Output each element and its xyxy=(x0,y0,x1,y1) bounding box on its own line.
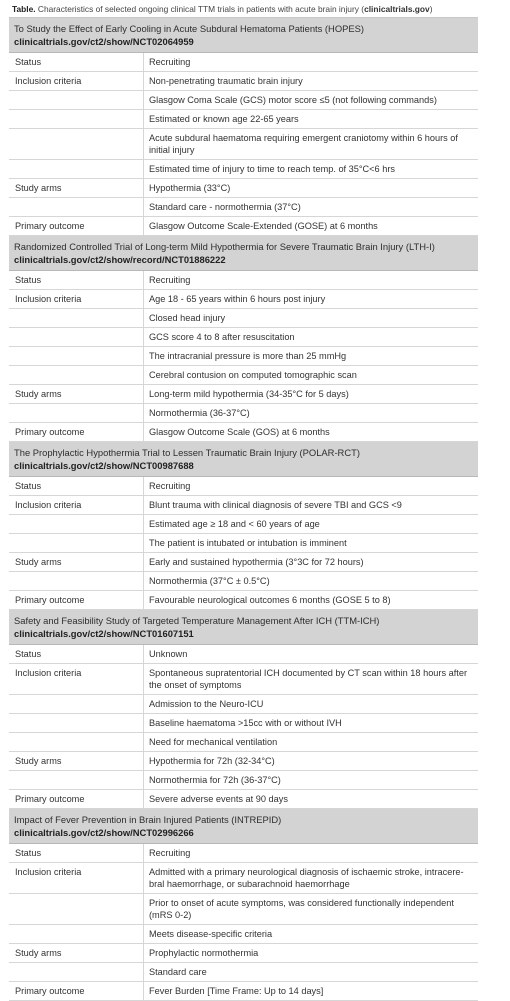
row-value: Favourable neurological outcomes 6 months (GOSE 5 to 8) xyxy=(143,591,478,609)
row-label xyxy=(9,198,143,216)
table-row xyxy=(9,110,478,129)
table-row xyxy=(9,423,478,442)
table-row xyxy=(9,645,478,664)
row-value: Closed head injury xyxy=(143,309,478,327)
row-value: The patient is intubated or intubation is imminent xyxy=(143,534,478,552)
row-value: Meets disease-specific criteria xyxy=(143,925,478,943)
table-row xyxy=(9,309,478,328)
table-row xyxy=(9,963,478,982)
study-title: The Prophylactic Hypothermia Trial to Lessen Traumatic Brain Injury (POLAR-RCT) xyxy=(14,447,360,458)
table-row xyxy=(9,328,478,347)
table-row xyxy=(9,752,478,771)
row-label xyxy=(9,963,143,981)
row-value: Early and sustained hypothermia (3°3C for 72 hours) xyxy=(143,553,478,571)
row-value: Glasgow Outcome Scale-Extended (GOSE) at 6 months xyxy=(143,217,478,235)
study-title: Impact of Fever Prevention in Brain Injured Patients (INTREPID) xyxy=(14,814,282,825)
table-row xyxy=(9,366,478,385)
row-value: GCS score 4 to 8 after resuscitation xyxy=(143,328,478,346)
row-label xyxy=(9,91,143,109)
trials-table xyxy=(9,17,478,1001)
row-label xyxy=(9,515,143,533)
table-caption xyxy=(0,0,510,17)
row-value: Long-term mild hypothermia (34-35°C for 5 days) xyxy=(143,385,478,403)
table-row xyxy=(9,534,478,553)
row-label: Study arms xyxy=(15,557,62,567)
study-header xyxy=(9,236,478,271)
caption-source: clinicaltrials.gov xyxy=(364,4,430,14)
table-row xyxy=(9,714,478,733)
table-row xyxy=(9,771,478,790)
table-row xyxy=(9,844,478,863)
row-label xyxy=(9,925,143,943)
table-row xyxy=(9,198,478,217)
row-value: Normothermia (37°C ± 0.5°C) xyxy=(143,572,478,590)
table-row xyxy=(9,572,478,591)
row-label xyxy=(9,572,143,590)
row-value: Recruiting xyxy=(143,477,478,495)
study-title: Randomized Controlled Trial of Long-term Mild Hypothermia for Severe Traumatic Brain Injury (LTH-I) xyxy=(14,241,435,252)
table-row xyxy=(9,347,478,366)
row-label: Inclusion criteria xyxy=(15,294,82,304)
study-url-link[interactable]: clinicaltrials.gov/ct2/show/NCT02996266 xyxy=(14,827,194,838)
table-row xyxy=(9,591,478,610)
caption-prefix: Table. xyxy=(12,4,36,14)
table-row xyxy=(9,271,478,290)
row-value: Admission to the Neuro-ICU xyxy=(143,695,478,713)
row-label xyxy=(9,404,143,422)
row-value: The intracranial pressure is more than 25 mmHg xyxy=(143,347,478,365)
row-value: Fever Burden [Time Frame: Up to 14 days] xyxy=(143,982,478,1000)
row-value: Recruiting xyxy=(143,844,478,862)
row-label: Status xyxy=(15,275,42,285)
study-header xyxy=(9,442,478,477)
row-label xyxy=(9,347,143,365)
row-label: Inclusion criteria xyxy=(15,867,82,877)
table-row xyxy=(9,790,478,809)
row-value: Hypothermia (33°C) xyxy=(143,179,478,197)
table-row xyxy=(9,894,478,925)
table-row xyxy=(9,72,478,91)
table-row xyxy=(9,179,478,198)
table-row xyxy=(9,496,478,515)
study-url-link[interactable]: clinicaltrials.gov/ct2/show/NCT01607151 xyxy=(14,628,194,639)
study-header xyxy=(9,18,478,53)
row-label: Primary outcome xyxy=(15,794,85,804)
row-label: Status xyxy=(15,481,42,491)
table-row xyxy=(9,91,478,110)
study-url-link[interactable]: clinicaltrials.gov/ct2/show/record/NCT01886222 xyxy=(14,254,226,265)
row-label: Study arms xyxy=(15,183,62,193)
study-url-link[interactable]: clinicaltrials.gov/ct2/show/NCT00987688 xyxy=(14,460,194,471)
row-label: Status xyxy=(15,649,42,659)
study-title: To Study the Effect of Early Cooling in Acute Subdural Hematoma Patients (HOPES) xyxy=(14,23,364,34)
study-title: Safety and Feasibility Study of Targeted Temperature Management After ICH (TTM-ICH) xyxy=(14,615,380,626)
table-row xyxy=(9,129,478,160)
study-url-link[interactable]: clinicaltrials.gov/ct2/show/NCT02064959 xyxy=(14,36,194,47)
table-row xyxy=(9,553,478,572)
row-value: Severe adverse events at 90 days xyxy=(143,790,478,808)
row-label xyxy=(9,714,143,732)
row-label xyxy=(9,309,143,327)
row-label xyxy=(9,771,143,789)
row-value: Unknown xyxy=(143,645,478,663)
table-row xyxy=(9,664,478,695)
row-value: Cerebral contusion on computed tomographic scan xyxy=(143,366,478,384)
caption-suffix: ) xyxy=(429,4,433,14)
row-value: Normothermia (36-37°C) xyxy=(143,404,478,422)
row-label: Inclusion criteria xyxy=(15,668,82,678)
row-label: Primary outcome xyxy=(15,986,85,996)
row-value: Spontaneous supratentorial ICH documented by CT scan within 18 hours after the onset of symptoms xyxy=(143,664,478,694)
row-value: Hypothermia for 72h (32-34°C) xyxy=(143,752,478,770)
row-value: Standard care - normothermia (37°C) xyxy=(143,198,478,216)
table-row xyxy=(9,515,478,534)
row-value: Estimated time of injury to time to reach temp. of 35°C<6 hrs xyxy=(143,160,478,178)
row-label: Status xyxy=(15,848,42,858)
table-row xyxy=(9,217,478,236)
row-label: Study arms xyxy=(15,389,62,399)
study-header xyxy=(9,809,478,844)
row-value: Recruiting xyxy=(143,271,478,289)
table-row xyxy=(9,695,478,714)
row-label: Inclusion criteria xyxy=(15,76,82,86)
table-row xyxy=(9,53,478,72)
row-label xyxy=(9,695,143,713)
row-value: Glasgow Coma Scale (GCS) motor score ≤5 (not following commands) xyxy=(143,91,478,109)
row-label xyxy=(9,328,143,346)
row-label xyxy=(9,534,143,552)
table-row xyxy=(9,385,478,404)
row-label: Status xyxy=(15,57,42,67)
table-row xyxy=(9,477,478,496)
row-value: Estimated age ≥ 18 and < 60 years of age xyxy=(143,515,478,533)
row-label xyxy=(9,129,143,159)
row-value: Normothermia for 72h (36-37°C) xyxy=(143,771,478,789)
row-label xyxy=(9,894,143,924)
row-label: Primary outcome xyxy=(15,427,85,437)
study-header xyxy=(9,610,478,645)
row-value: Non-penetrating traumatic brain injury xyxy=(143,72,478,90)
row-value: Glasgow Outcome Scale (GOS) at 6 months xyxy=(143,423,478,441)
row-value: Standard care xyxy=(143,963,478,981)
row-value: Prior to onset of acute symptoms, was considered functionally independent (mRS 0-2) xyxy=(143,894,478,924)
row-value: Estimated or known age 22-65 years xyxy=(143,110,478,128)
row-value: Need for mechanical ventilation xyxy=(143,733,478,751)
row-value: Acute subdural haematoma requiring emergent craniotomy within 6 hours of initial injury xyxy=(143,129,478,159)
row-label xyxy=(9,733,143,751)
table-row xyxy=(9,404,478,423)
table-row xyxy=(9,925,478,944)
row-label: Primary outcome xyxy=(15,595,85,605)
row-value: Blunt trauma with clinical diagnosis of severe TBI and GCS <9 xyxy=(143,496,478,514)
row-value: Age 18 - 65 years within 6 hours post injury xyxy=(143,290,478,308)
table-row xyxy=(9,160,478,179)
row-label: Primary outcome xyxy=(15,221,85,231)
table-row xyxy=(9,944,478,963)
row-value: Prophylactic normothermia xyxy=(143,944,478,962)
row-value: Baseline haematoma >15cc with or without IVH xyxy=(143,714,478,732)
caption-text: Characteristics of selected ongoing clinical TTM trials in patients with acute brain injury ( xyxy=(35,4,365,14)
row-label: Study arms xyxy=(15,756,62,766)
row-label xyxy=(9,110,143,128)
row-value: Admitted with a primary neurological diagnosis of ischaemic stroke, intracere-bral haemorrhage, or subarachnoid haemorrhage xyxy=(143,863,478,893)
table-row xyxy=(9,863,478,894)
row-value: Recruiting xyxy=(143,53,478,71)
row-label: Study arms xyxy=(15,948,62,958)
table-row xyxy=(9,982,478,1001)
table-row xyxy=(9,290,478,309)
row-label xyxy=(9,366,143,384)
table-row xyxy=(9,733,478,752)
row-label: Inclusion criteria xyxy=(15,500,82,510)
row-label xyxy=(9,160,143,178)
